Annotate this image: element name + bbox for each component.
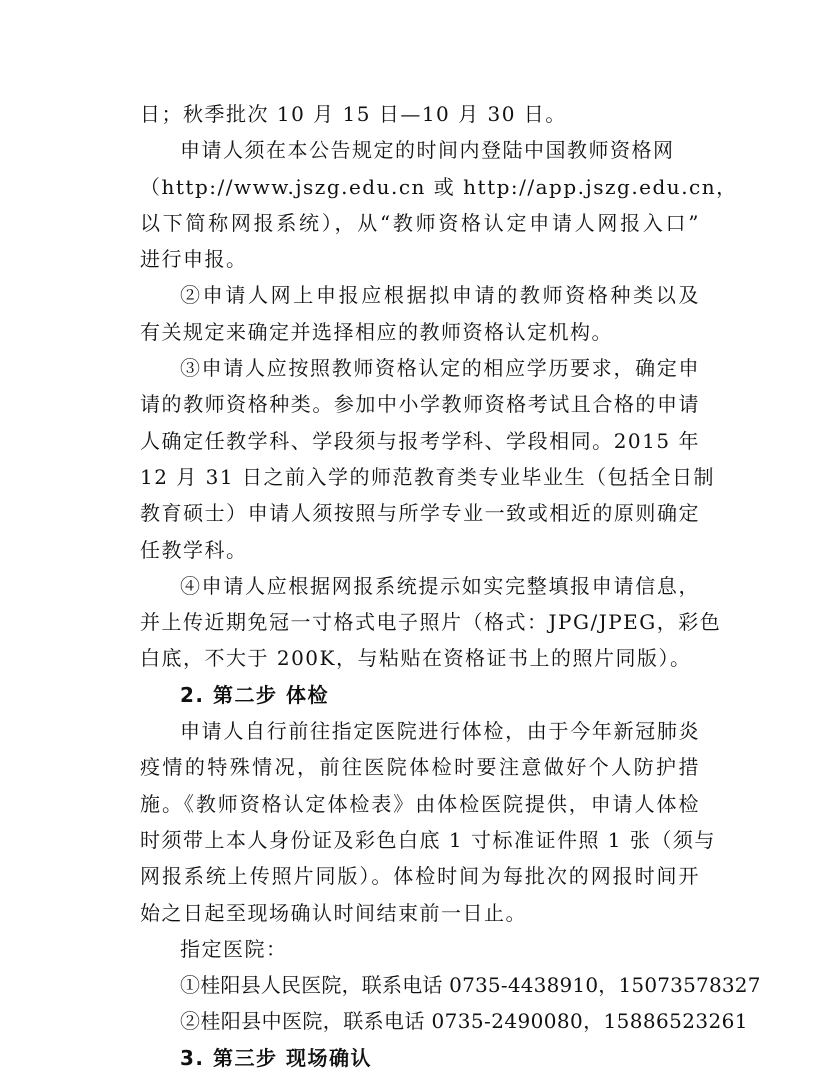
text-line: 网报系统上传照片同版）。体检时间为每批次的网报时间开 <box>140 864 700 889</box>
text-line: 时须带上本人身份证及彩色白底 1 寸标准证件照 1 张（须与 <box>140 827 716 852</box>
text-line: 教育硕士）申请人须按照与所学专业一致或相近的原则确定 <box>140 501 700 526</box>
paragraph-start-line: ④申请人应根据网报系统提示如实完整填报申请信息， <box>180 573 700 598</box>
text-line: 日；秋季批次 10 月 15 日—10 月 30 日。 <box>140 102 567 126</box>
section-heading: 2. 第二步 体检 <box>180 682 329 707</box>
hospital-list-item: ①桂阳县人民医院，联系电话 0735-4438910，15073578327 <box>180 973 761 998</box>
text-line: 白底，不大于 200K，与粘贴在资格证书上的照片同版）。 <box>140 646 692 671</box>
text-line: （http://www.jszg.edu.cn 或 http://app.jszg.edu.cn， <box>140 174 738 199</box>
text-line: 疫情的特殊情况，前往医院体检时要注意做好个人防护措 <box>140 755 700 780</box>
hospital-list-item: ②桂阳县中医院，联系电话 0735-2490080，15886523261 <box>180 1009 748 1034</box>
text-line: 有关规定来确定并选择相应的教师资格认定机构。 <box>140 319 613 344</box>
document-body <box>140 96 761 1076</box>
text-line: 施。《教师资格认定体检表》由体检医院提供，申请人体检 <box>140 791 700 816</box>
text-line: 以下简称网报系统），从“教师资格认定申请人网报入口” <box>140 210 700 235</box>
text-line: 请的教师资格种类。参加中小学教师资格考试且合格的申请 <box>140 392 700 417</box>
text-line: 人确定任教学科、学段须与报考学科、学段相同。2015 年 <box>140 428 700 453</box>
paragraph-start-line: 申请人须在本公告规定的时间内登陆中国教师资格网 <box>180 138 675 163</box>
text-line: 始之日起至现场确认时间结束前一日止。 <box>140 900 527 925</box>
text-line: 12 月 31 日之前入学的师范教育类专业毕业生（包括全日制 <box>140 464 715 489</box>
paragraph-start-line: ②申请人网上申报应根据拟申请的教师资格种类以及 <box>180 283 700 308</box>
section-heading: 3. 第三步 现场确认 <box>180 1045 372 1070</box>
paragraph-start-line: 指定医院： <box>180 936 288 961</box>
text-line: 进行申报。 <box>140 247 248 272</box>
paragraph-start-line: 申请人自行前往指定医院进行体检，由于今年新冠肺炎 <box>180 719 700 744</box>
text-line: 任教学科。 <box>140 537 248 562</box>
text-line: 并上传近期免冠一寸格式电子照片（格式：JPG/JPEG，彩色 <box>140 610 722 635</box>
paragraph-start-line: ③申请人应按照教师资格认定的相应学历要求，确定申 <box>180 356 700 381</box>
